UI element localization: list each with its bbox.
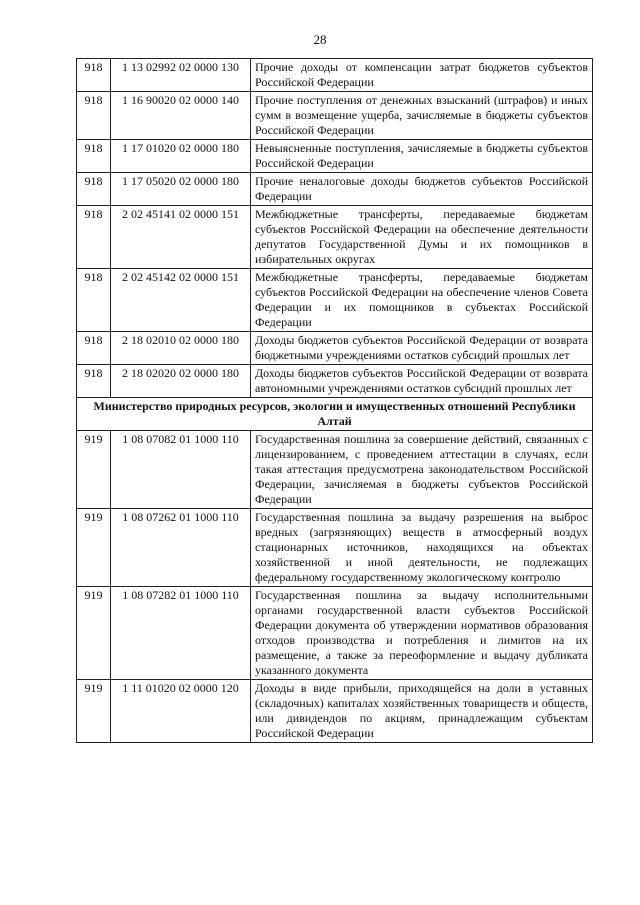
revenue-code-cell: 2 18 02020 02 0000 180 (111, 365, 251, 398)
table-row (77, 332, 593, 365)
table-row (77, 269, 593, 332)
admin-code-cell: 918 (77, 173, 111, 206)
table-row (77, 365, 593, 398)
revenue-code-cell: 1 08 07082 01 1000 110 (111, 431, 251, 509)
revenue-code-cell: 1 08 07262 01 1000 110 (111, 509, 251, 587)
admin-code-cell: 918 (77, 269, 111, 332)
page-number: 28 (313, 32, 327, 47)
table-row (77, 59, 593, 92)
admin-code-cell: 918 (77, 92, 111, 140)
admin-code-cell: 919 (77, 509, 111, 587)
admin-code-cell: 919 (77, 680, 111, 743)
revenue-name-cell: Доходы в виде прибыли, приходящейся на доли в уставных (складочных) капиталах хозяйственных товариществ и обществ, или дивидендов по акциям, принадлежащим субъектам Российской Федерации (251, 680, 593, 743)
revenue-name-cell: Доходы бюджетов субъектов Российской Федерации от возврата автономными учреждениями остатков субсидий прошлых лет (251, 365, 593, 398)
admin-code-cell: 919 (77, 431, 111, 509)
table-row (77, 431, 593, 509)
section-heading-row (77, 398, 593, 431)
revenue-name-cell: Доходы бюджетов субъектов Российской Федерации от возврата бюджетными учреждениями остатков субсидий прошлых лет (251, 332, 593, 365)
revenue-name-cell: Прочие поступления от денежных взысканий (штрафов) и иных сумм в возмещение ущерба, зачисляемые в бюджеты субъектов Российской Федерации (251, 92, 593, 140)
table-row (77, 140, 593, 173)
table-row (77, 92, 593, 140)
admin-code-cell: 918 (77, 206, 111, 269)
revenue-code-cell: 1 11 01020 02 0000 120 (111, 680, 251, 743)
revenue-code-cell: 1 17 01020 02 0000 180 (111, 140, 251, 173)
revenue-name-cell: Прочие неналоговые доходы бюджетов субъектов Российской Федерации (251, 173, 593, 206)
revenue-code-cell: 2 02 45142 02 0000 151 (111, 269, 251, 332)
revenue-code-cell: 1 08 07282 01 1000 110 (111, 587, 251, 680)
revenue-codes-table (76, 58, 593, 743)
revenue-name-cell: Межбюджетные трансферты, передаваемые бюджетам субъектов Российской Федерации на обеспечение деятельности депутатов Государственной Думы и их помощников в избирательных округах (251, 206, 593, 269)
revenue-code-cell: 2 18 02010 02 0000 180 (111, 332, 251, 365)
revenue-name-cell: Государственная пошлина за совершение действий, связанных с лицензированием, с проведением аттестации в случаях, если такая аттестация предусмотрена законодательством Российской Федерации, зачисляемая в бюджеты субъектов Российской Федерации (251, 431, 593, 509)
revenue-name-cell: Государственная пошлина за выдачу разрешения на выброс вредных (загрязняющих) веществ в атмосферный воздух стационарных источников, находящихся на объектах хозяйственной и иной деятельности, не подлежащих федеральному государственному экологическому контролю (251, 509, 593, 587)
admin-code-cell: 919 (77, 587, 111, 680)
table-row (77, 587, 593, 680)
revenue-code-cell: 1 17 05020 02 0000 180 (111, 173, 251, 206)
admin-code-cell: 918 (77, 59, 111, 92)
table-row (77, 173, 593, 206)
ministry-heading: Министерство природных ресурсов, экологии и имущественных отношений Республики Алтай (77, 398, 593, 431)
revenue-code-cell: 1 13 02992 02 0000 130 (111, 59, 251, 92)
table-row (77, 509, 593, 587)
revenue-code-cell: 1 16 90020 02 0000 140 (111, 92, 251, 140)
admin-code-cell: 918 (77, 332, 111, 365)
revenue-name-cell: Государственная пошлина за выдачу исполнительными органами государственной власти субъектов Российской Федерации документа об утверждении нормативов образования отходов производства и потребления и лимитов на их размещение, а также за переоформление и выдачу дубликата указанного документа (251, 587, 593, 680)
revenue-name-cell: Прочие доходы от компенсации затрат бюджетов субъектов Российской Федерации (251, 59, 593, 92)
revenue-name-cell: Невыясненные поступления, зачисляемые в бюджеты субъектов Российской Федерации (251, 140, 593, 173)
admin-code-cell: 918 (77, 140, 111, 173)
admin-code-cell: 918 (77, 365, 111, 398)
table-row (77, 680, 593, 743)
table-row (77, 206, 593, 269)
revenue-name-cell: Межбюджетные трансферты, передаваемые бюджетам субъектов Российской Федерации на обеспечение членов Совета Федерации и их помощников в субъектах Российской Федерации (251, 269, 593, 332)
revenue-code-cell: 2 02 45141 02 0000 151 (111, 206, 251, 269)
